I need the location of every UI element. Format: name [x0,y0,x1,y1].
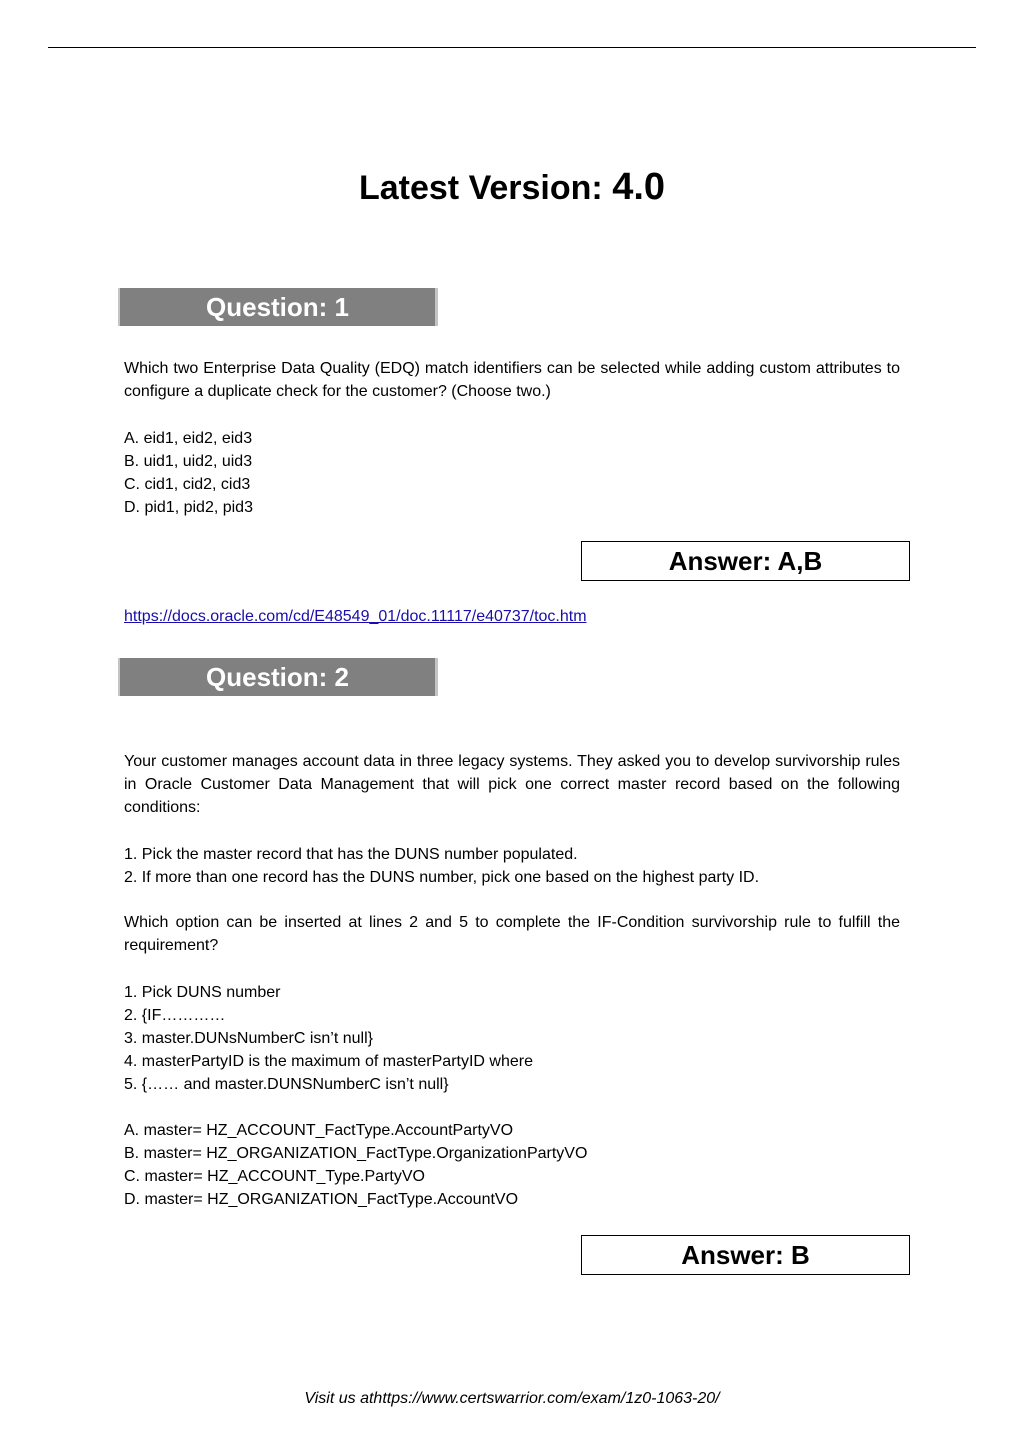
option-d: D. master= HZ_ORGANIZATION_FactType.AccountVO [124,1191,519,1208]
code-line-5: 5. {…… and master.DUNSNumberC isn’t null} [124,1076,449,1093]
question-2-intro: Your customer manages account data in three legacy systems. They asked you to develop survivorship rules in Oracle Customer Data Management that will pick one correct master record based on the following conditions: [124,753,900,816]
code-line-4: 4. masterPartyID is the maximum of masterPartyID where [124,1053,533,1070]
page-title [0,163,1024,212]
question-2-prompt: Which option can be inserted at lines 2 and 5 to complete the IF-Condition survivorship rule to fulfill the requirement? [124,914,900,954]
question-2-label: Question: 2 [206,662,350,692]
option-b: B. uid1, uid2, uid3 [124,453,253,470]
code-line-3: 3. master.DUNsNumberC isn’t null} [124,1030,373,1047]
question-2-options [124,1119,900,1211]
question-1-answer: Answer: A,B [581,541,910,581]
question-1-label: Question: 1 [206,292,350,322]
option-b: B. master= HZ_ORGANIZATION_FactType.OrganizationPartyVO [124,1145,588,1162]
top-rule [48,47,976,48]
code-line-1: 1. Pick DUNS number [124,984,281,1001]
question-2-conditions [124,843,900,889]
option-c: C. cid1, cid2, cid3 [124,476,251,493]
version-number: 4.0 [612,166,666,208]
condition-1: 1. Pick the master record that has the DUNS number populated. [124,846,578,863]
footer-text: Visit us athttps://www.certswarrior.com/exam/1z0-1063-20/ [304,1390,720,1407]
title-prefix: Latest Version: [358,169,613,207]
option-a: A. eid1, eid2, eid3 [124,430,253,447]
code-line-2: 2. {IF………… [124,1007,226,1024]
option-c: C. master= HZ_ACCOUNT_Type.PartyVO [124,1168,425,1185]
question-1-header [118,288,438,326]
question-1-text: Which two Enterprise Data Quality (EDQ) match identifiers can be selected while adding custom attributes to configure a duplicate check for the customer? (Choose two.) [124,360,900,400]
option-a: A. master= HZ_ACCOUNT_FactType.AccountPartyVO [124,1122,514,1139]
question-1-options [124,427,900,519]
option-d: D. pid1, pid2, pid3 [124,499,253,516]
question-2-header [118,658,438,696]
question-2-code [124,981,900,1096]
condition-2: 2. If more than one record has the DUNS number, pick one based on the highest party ID. [124,869,760,886]
reference-link[interactable]: https://docs.oracle.com/cd/E48549_01/doc.11117/e40737/toc.htm [124,608,587,625]
question-2-answer: Answer: B [581,1235,910,1275]
